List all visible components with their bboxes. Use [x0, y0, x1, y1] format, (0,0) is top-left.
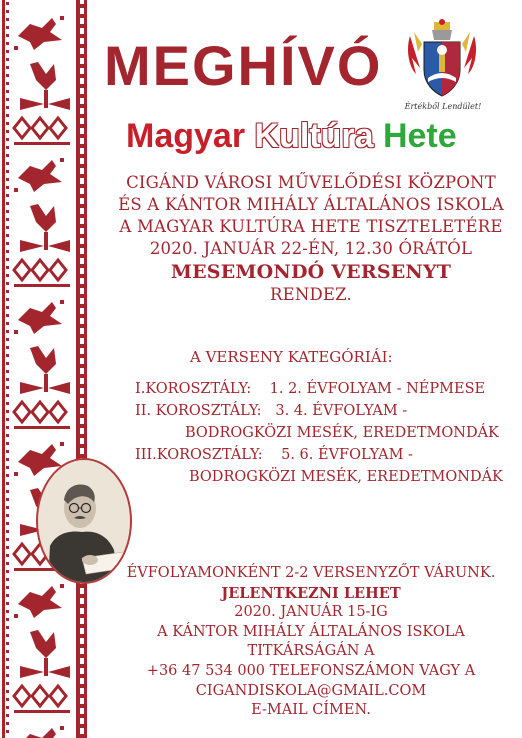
category-age: III.KOROSZTÁLY: — [135, 447, 263, 463]
banner-word-magyar: Magyar — [126, 117, 246, 155]
school-line: A KÁNTOR MIHÁLY ÁLTALÁNOS ISKOLA — [157, 623, 465, 640]
email-line: CIGANDISKOLA@GMAIL.COM — [195, 682, 427, 699]
category-grades: 1. 2. ÉVFOLYAM - NÉPMESE — [269, 381, 486, 397]
embroidery-pattern — [0, 0, 92, 738]
email-suffix-line: E-MAIL CÍMEN. — [251, 702, 371, 719]
banner-heading — [126, 118, 506, 155]
categories-list — [135, 378, 515, 488]
invitation-text — [100, 172, 522, 306]
category-age: II. KOROSZTÁLY: — [135, 403, 262, 419]
registration-info — [100, 564, 522, 721]
category-topic: BODROGKÖZI MESÉK, EREDETMONDÁK — [189, 469, 503, 485]
category-item — [135, 444, 515, 466]
banner-word-hete: Hete — [382, 117, 457, 155]
date-time-line: 2020. JANUÁR 22-ÉN, 12.30 ÓRÁTÓL — [149, 239, 473, 258]
apply-heading: JELENTKEZNI LEHET — [221, 584, 401, 602]
banner-word-kultura: Kultúra — [254, 117, 374, 155]
category-grades: 5. 6. ÉVFOLYAM - — [281, 447, 413, 463]
category-grades: 3. 4. ÉVFOLYAM - — [275, 403, 408, 419]
category-item — [135, 400, 515, 422]
category-topic: BODROGKÖZI MESÉK, EREDETMONDÁK — [185, 425, 499, 441]
organizer-line-2: ÉS A KÁNTOR MIHÁLY ÁLTALÁNOS ISKOLA — [118, 195, 504, 214]
crest-motto: Értékből Lendület! — [404, 102, 482, 111]
event-name: MESEMONDÓ VERSENYT — [170, 261, 452, 283]
deadline-line: 2020. JANUÁR 15-IG — [234, 604, 388, 621]
embroidery-border — [0, 0, 92, 738]
occasion-line: A MAGYAR KULTÚRA HETE TISZTELETÉRE — [119, 217, 503, 236]
category-item — [135, 378, 515, 400]
phone-line: +36 47 534 000 TELEFONSZÁMON VAGY A — [146, 662, 476, 679]
category-age: I.KOROSZTÁLY: — [135, 381, 252, 397]
office-line: TITKÁRSÁGÁN A — [247, 643, 375, 660]
categories-heading: A VERSENY KATEGÓRIÁI: — [190, 348, 393, 366]
organizer-line-1: CIGÁND VÁROSI MŰVELŐDÉSI KÖZPONT — [126, 173, 496, 192]
page-title: MEGHÍVÓ — [104, 34, 383, 97]
rendez-line: RENDEZ. — [270, 285, 352, 304]
participants-line: ÉVFOLYAMONKÉNT 2-2 VERSENYZŐT VÁRUNK. — [126, 565, 496, 581]
